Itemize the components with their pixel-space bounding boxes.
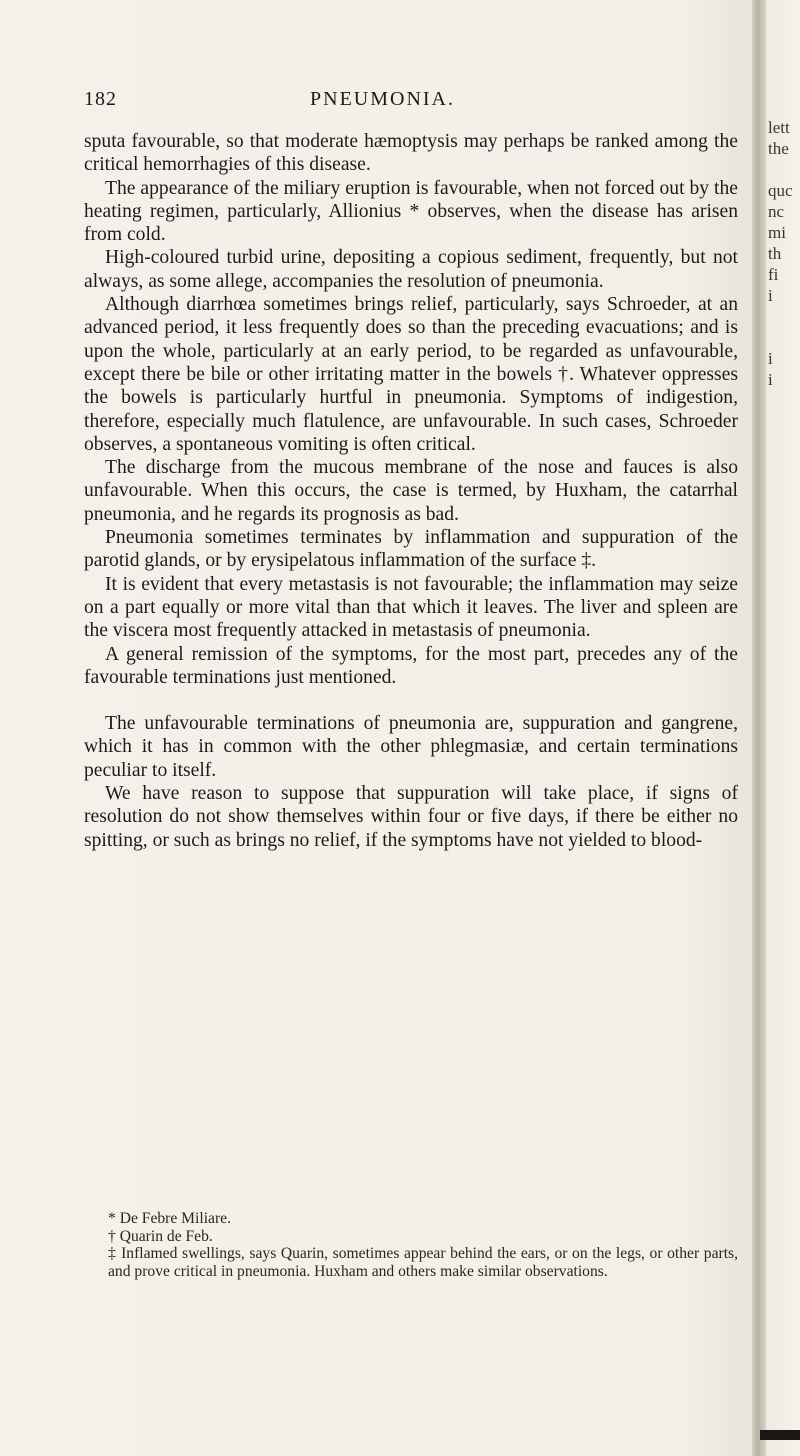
page-edge-shadow	[760, 1430, 800, 1440]
paragraph: A general remission of the symptoms, for the most part, precedes any of the favourable terminations just mentioned.	[84, 643, 738, 688]
paragraph: The appearance of the miliary eruption is favourable, when not forced out by the heating regimen, particularly, Allionius * observes, when the disease has arisen from cold.	[84, 177, 738, 246]
running-title: PNEUMONIA.	[310, 88, 455, 110]
page-number: 182	[84, 88, 117, 110]
paragraph: Pneumonia sometimes terminates by inflammation and suppuration of the parotid glands, or by erysipelatous inflammation of the surface ‡.	[84, 527, 738, 572]
paragraph: We have reason to suppose that suppuration will take place, if signs of resolution do not show themselves within four or five days, if there be either no spitting, or such as brings no relief, if the symptoms have not yielded to blood-	[84, 783, 738, 851]
footnotes	[84, 1210, 738, 1280]
facing-page-text	[768, 160, 800, 181]
facing-page-text: mi	[768, 223, 786, 242]
facing-page-text: quc	[768, 181, 793, 200]
page-header	[84, 88, 684, 118]
facing-page-fragment	[768, 118, 800, 391]
paragraph: The unfavourable terminations of pneumonia are, suppuration and gangrene, which it has in common with the other phlegmasiæ, and certain terminations peculiar to itself.	[84, 713, 738, 781]
footnote: * De Febre Miliare.	[108, 1210, 231, 1227]
facing-page-text: the	[768, 139, 789, 158]
paragraph: High-coloured turbid urine, depositing a copious sediment, frequently, but not always, as some allege, accompanies the resolution of pneumonia.	[84, 247, 738, 292]
book-gutter	[752, 0, 766, 1456]
facing-page-text	[768, 307, 800, 328]
facing-page-text: i	[768, 370, 773, 389]
footnote: † Quarin de Feb.	[108, 1227, 213, 1245]
facing-page-text: i	[768, 349, 773, 368]
facing-page-text: i	[768, 286, 773, 305]
body-text	[84, 130, 738, 852]
paragraph: The discharge from the mucous membrane of the nose and fauces is also unfavourable. When this occurs, the case is termed, by Huxham, the catarrhal pneumonia, and he regards its prognosis as bad.	[84, 457, 738, 525]
facing-page-text: fi	[768, 265, 779, 284]
facing-page-text: nc	[768, 202, 785, 221]
paragraph: It is evident that every metastasis is not favourable; the inflammation may seize on a part equally or more vital than that which it leaves. The liver and spleen are the viscera most frequently attacked in metastasis of pneumonia.	[84, 573, 738, 642]
footnote: ‡ Inflamed swellings, says Quarin, sometimes appear behind the ears, or on the legs, or other parts, and prove critical in pneumonia. Huxham and others make similar observations.	[108, 1245, 738, 1280]
facing-page-text: lett	[768, 118, 790, 137]
paragraph: sputa favourable, so that moderate hæmoptysis may perhaps be ranked among the critical hemorrhagies of this disease.	[84, 131, 738, 176]
facing-page-text: th	[768, 244, 782, 263]
paragraph: Although diarrhœa sometimes brings relief, particularly, says Schroeder, at an advanced period, it less frequently does so than the preceding evacuations; and is upon the whole, particularly at an early period, to be regarded as unfavourable, except there be bile or other irritating matter in the bowels †. Whatever oppresses the bowels is particularly hurtful in pneumonia. Symptoms of indigestion, therefore, especially much flatulence, are unfavourable. In such cases, Schroeder observes, a spontaneous vomiting is often critical.	[84, 294, 738, 455]
facing-page-text	[768, 328, 800, 349]
